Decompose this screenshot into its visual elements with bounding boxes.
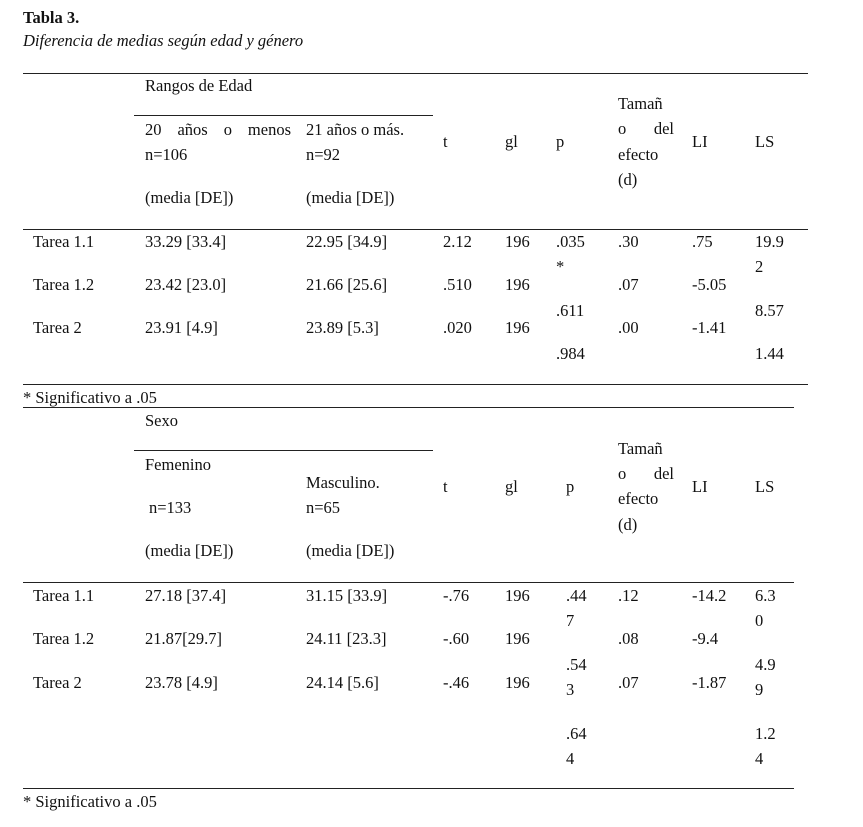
- section1-top-rule: [23, 73, 808, 74]
- section1-col2-header-line1: 21 años o más.: [306, 120, 405, 139]
- table-cell: .30: [618, 232, 639, 251]
- section2-header-effect-l3: efecto: [618, 489, 659, 508]
- section1-header-effect-l2: o del: [618, 119, 674, 138]
- table-cell: 196: [505, 232, 530, 251]
- section2-header-effect-l4: (d): [618, 515, 638, 534]
- table-title: Tabla 3.: [23, 8, 80, 27]
- table-cell: 23.91 [4.9]: [145, 318, 218, 337]
- section2-group-header: Sexo: [145, 411, 178, 430]
- section1-col1-header-n: n=106: [145, 145, 188, 164]
- section2-header-t: t: [443, 477, 448, 496]
- table-cell: -9.4: [692, 629, 719, 648]
- table-cell: .07: [618, 673, 639, 692]
- table-row-label: Tarea 1.2: [33, 629, 95, 648]
- table-cell: -.46: [443, 673, 470, 692]
- section2-header-rule: [23, 582, 794, 583]
- table-cell: 27.18 [37.4]: [145, 586, 227, 605]
- section1-header-rule: [23, 229, 808, 230]
- table-cell: 23.89 [5.3]: [306, 318, 379, 337]
- table-cell: .75: [692, 232, 713, 251]
- section1-header-effect-l4: (d): [618, 170, 638, 189]
- table-cell: 196: [505, 275, 530, 294]
- section1-group-header: Rangos de Edad: [145, 76, 253, 95]
- table-cell: 31.15 [33.9]: [306, 586, 388, 605]
- section1-col1-header-line1: 20 años o menos: [145, 120, 291, 139]
- section2-col1-header-n: n=133: [149, 498, 192, 517]
- table-cell: .07: [618, 275, 639, 294]
- table-cell: .08: [618, 629, 639, 648]
- table-cell: .020: [443, 318, 472, 337]
- table-cell: -.60: [443, 629, 470, 648]
- ls-value-line: 8.57: [755, 301, 784, 320]
- section2-col2-header-n: n=65: [306, 498, 341, 517]
- section2-col2-header-line1: Masculino.: [306, 473, 380, 492]
- section2-top-rule: [23, 407, 794, 408]
- table-cell: -1.87: [692, 673, 727, 692]
- ls-value-line: 1.44: [755, 344, 784, 363]
- section1-header-gl: gl: [505, 132, 518, 151]
- section2-col1-header-stat: (media [DE]): [145, 541, 234, 560]
- section2-header-gl: gl: [505, 477, 518, 496]
- section1-header-effect-l1: Tamañ: [618, 94, 663, 113]
- section2-group-rule: [134, 450, 433, 451]
- ls-value-line: 19.9: [755, 232, 784, 251]
- ls-value-line: 0: [755, 611, 764, 630]
- table-cell: -1.41: [692, 318, 727, 337]
- table-cell: -14.2: [692, 586, 727, 605]
- p-value-line: *: [556, 257, 565, 276]
- section2-col1-header-line1: Femenino: [145, 455, 211, 474]
- section2-header-effect-l2: o del: [618, 464, 674, 483]
- p-value-line: .035: [556, 232, 585, 251]
- table-row-label: Tarea 1.1: [33, 586, 95, 605]
- section2-header-p: p: [566, 477, 575, 496]
- ls-value-line: 6.3: [755, 586, 776, 605]
- section1-col1-header-stat: (media [DE]): [145, 188, 234, 207]
- table-row-label: Tarea 1.2: [33, 275, 95, 294]
- ls-value-line: 4.9: [755, 655, 776, 674]
- p-value-line: 4: [566, 749, 575, 768]
- section2-header-ls: LS: [755, 477, 775, 496]
- table-row-label: Tarea 1.1: [33, 232, 95, 251]
- table-row-label: Tarea 2: [33, 318, 82, 337]
- section1-col2-header-stat: (media [DE]): [306, 188, 395, 207]
- section1-group-rule: [134, 115, 433, 116]
- p-value-line: .64: [566, 724, 587, 743]
- section1-header-p: p: [556, 132, 565, 151]
- table-cell: 2.12: [443, 232, 472, 251]
- p-value-line: 3: [566, 680, 575, 699]
- section1-bottom-rule: [23, 384, 808, 385]
- table-cell: -5.05: [692, 275, 727, 294]
- table-cell: 21.87[29.7]: [145, 629, 222, 648]
- table-cell: 196: [505, 318, 530, 337]
- table-subtitle: Diferencia de medias según edad y género: [23, 31, 304, 50]
- ls-value-line: 9: [755, 680, 764, 699]
- table-cell: 23.78 [4.9]: [145, 673, 218, 692]
- table-cell: 196: [505, 673, 530, 692]
- ls-value-line: 1.2: [755, 724, 776, 743]
- table-cell: 24.11 [23.3]: [306, 629, 387, 648]
- footnote: * Significativo a .05: [23, 388, 157, 407]
- table-cell: 24.14 [5.6]: [306, 673, 379, 692]
- section2-header-effect-l1: Tamañ: [618, 439, 663, 458]
- table-cell: 22.95 [34.9]: [306, 232, 388, 251]
- p-value-line: .611: [556, 301, 585, 320]
- section1-col2-header-n: n=92: [306, 145, 341, 164]
- table-cell: 33.29 [33.4]: [145, 232, 227, 251]
- table-cell: 196: [505, 586, 530, 605]
- section1-header-effect-l3: efecto: [618, 145, 659, 164]
- ls-value-line: 4: [755, 749, 764, 768]
- section2-col2-header-stat: (media [DE]): [306, 541, 395, 560]
- table-cell: .510: [443, 275, 472, 294]
- p-value-line: .54: [566, 655, 587, 674]
- table-cell: .00: [618, 318, 639, 337]
- p-value-line: .44: [566, 586, 587, 605]
- section1-header-t: t: [443, 132, 448, 151]
- table-cell: 21.66 [25.6]: [306, 275, 388, 294]
- table-cell: 196: [505, 629, 530, 648]
- table-cell: 23.42 [23.0]: [145, 275, 227, 294]
- section2-header-li: LI: [692, 477, 708, 496]
- table-cell: -.76: [443, 586, 470, 605]
- section2-bottom-rule: [23, 788, 794, 789]
- ls-value-line: 2: [755, 257, 764, 276]
- section1-header-ls: LS: [755, 132, 775, 151]
- table-cell: .12: [618, 586, 639, 605]
- footnote: * Significativo a .05: [23, 792, 157, 811]
- p-value-line: 7: [566, 611, 575, 630]
- table-row-label: Tarea 2: [33, 673, 82, 692]
- section1-header-li: LI: [692, 132, 708, 151]
- p-value-line: .984: [556, 344, 585, 363]
